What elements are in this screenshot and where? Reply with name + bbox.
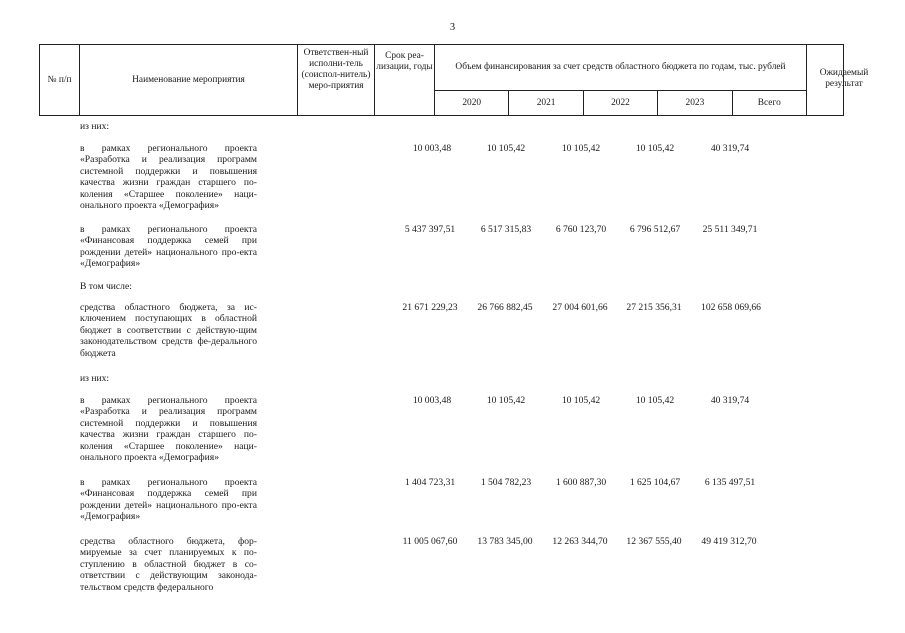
page-number: 3 [449, 22, 456, 33]
header-year-2020: 2020 [435, 91, 509, 115]
value-total: 40 319,74 [710, 143, 750, 154]
header-year-2021: 2021 [509, 91, 583, 115]
value-2021: 13 783 345,00 [477, 536, 533, 547]
header-name: Наименование мероприятия [80, 45, 298, 115]
row-label-iz-nih: из них: [80, 121, 110, 132]
header-year-total: Всего [733, 91, 807, 115]
value-2020: 10 003,48 [412, 395, 452, 406]
table-header [39, 44, 844, 116]
value-2022: 6 760 123,70 [555, 224, 607, 235]
value-2020: 11 005 067,60 [402, 536, 458, 547]
value-total: 6 135 497,51 [704, 477, 756, 488]
value-2020: 10 003,48 [412, 143, 452, 154]
value-2022: 10 105,42 [561, 143, 601, 154]
value-total: 49 419 312,70 [701, 536, 757, 547]
value-2021: 1 504 782,23 [480, 477, 532, 488]
value-2023: 10 105,42 [635, 143, 675, 154]
value-2023: 6 796 512,67 [629, 224, 681, 235]
value-2022: 27 004 601,66 [552, 302, 608, 313]
value-2023: 12 367 555,40 [626, 536, 682, 547]
row-label-v-tom-chisle: В том числе: [80, 281, 132, 292]
row-description: средства областного бюджета, за ис-ключением поступающих в областной бюджет в соответствии с действую-щим законодательством средств фе-дерального бюджета [80, 302, 257, 359]
value-2022: 12 263 344,70 [552, 536, 608, 547]
value-total: 102 658 069,66 [701, 302, 761, 313]
row-description: в рамках регионального проекта «Разработка и реализация программ системной поддержки и повышения качества жизни граждан старшего по-коления «Старшее поколение» наци-онального проекта «Демография» [80, 143, 257, 212]
value-2021: 6 517 315,83 [480, 224, 532, 235]
value-2020: 1 404 723,31 [404, 477, 456, 488]
row-description: в рамках регионального проекта «Финансовая поддержка семей при рождении детей» национального про-екта «Демография» [80, 224, 257, 270]
value-2021: 10 105,42 [486, 395, 526, 406]
value-2020: 5 437 397,51 [404, 224, 456, 235]
row-description: в рамках регионального проекта «Финансовая поддержка семей при рождении детей» национального про-екта «Демография» [80, 477, 257, 523]
value-total: 40 319,74 [710, 395, 750, 406]
header-year-2022: 2022 [584, 91, 658, 115]
value-2022: 10 105,42 [561, 395, 601, 406]
value-total: 25 511 349,71 [702, 224, 758, 235]
row-description: средства областного бюджета, фор-мируемые за счет планируемых к по-ступлению в областной бюджет в со-ответствии с действующим законода-тельством средств федерального [80, 536, 257, 593]
value-2023: 27 215 356,31 [626, 302, 682, 313]
value-2022: 1 600 887,30 [555, 477, 607, 488]
header-result: Ожидаемый результат [819, 68, 869, 89]
value-2021: 26 766 882,45 [477, 302, 533, 313]
header-funding: Объем финансирования за счет средств областного бюджета по годам, тыс. рублей [435, 45, 807, 91]
header-year-2023: 2023 [658, 91, 732, 115]
value-2020: 21 671 229,23 [402, 302, 458, 313]
header-responsible: Ответствен-ный исполни-тель (соиспол-нитель) меро-приятия [298, 45, 375, 115]
value-2023: 10 105,42 [635, 395, 675, 406]
header-num: № п/п [40, 45, 80, 115]
row-description: в рамках регионального проекта «Разработка и реализация программ системной поддержки и повышения качества жизни граждан старшего по-коления «Старшее поколение» наци-онального проекта «Демография» [80, 395, 257, 464]
value-2023: 1 625 104,67 [629, 477, 681, 488]
row-label-iz-nih: из них: [80, 373, 110, 384]
value-2021: 10 105,42 [486, 143, 526, 154]
header-term: Срок реа-лизации, годы [375, 45, 435, 115]
